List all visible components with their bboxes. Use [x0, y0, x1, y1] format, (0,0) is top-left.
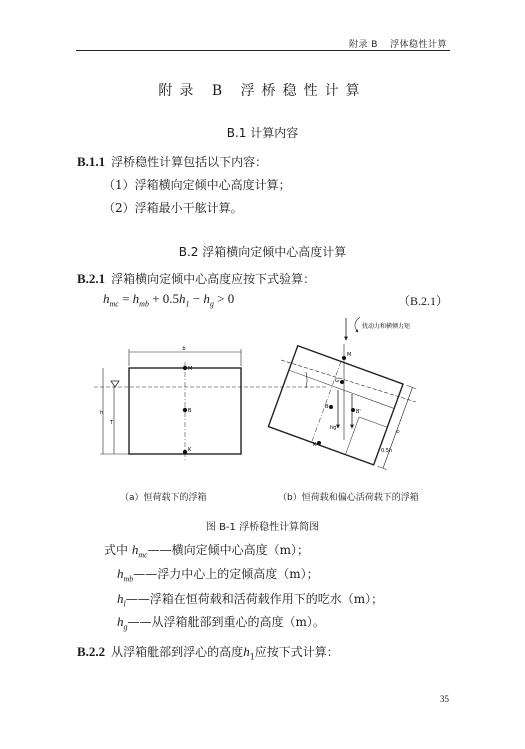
point-G-b — [340, 380, 344, 384]
definition-1: 式中 $h_{mc}——$横向定倾中心高度（m）； — [104, 542, 310, 560]
point-K-a — [183, 450, 187, 454]
clause-b21 — [77, 270, 315, 287]
svg-text:K: K — [313, 442, 317, 448]
definition-2: $h_{mb}——$浮力中心上的定倾高度（m）； — [117, 566, 319, 584]
point-K-b — [317, 441, 321, 445]
definition-4: $h_g——$从浮箱舭部到重心的高度（m）。 — [117, 614, 325, 632]
clause-number: B.1.1 — [77, 154, 106, 169]
clause-text: 浮箱横向定倾中心高度应按下式验算： — [111, 272, 316, 286]
svg-text:M: M — [188, 366, 193, 372]
clause-b11 — [77, 153, 267, 170]
svg-text:G: G — [335, 378, 339, 384]
svg-text:K: K — [188, 447, 192, 453]
svg-text:B': B' — [356, 409, 361, 415]
figure-title: 图 B-1 浮桥稳性计算简图 — [205, 522, 320, 533]
point-B-b — [329, 405, 333, 409]
equation-number: （B.2.1） — [397, 294, 448, 308]
clause-b22: B.2.2 从浮箱舭部到浮心的高度$h_1$应按下式计算： — [77, 644, 339, 662]
figure-b1-diagram — [76, 310, 456, 488]
svg-text:hg: hg — [330, 425, 337, 431]
pontoon-box-b — [268, 317, 417, 470]
svg-text:B: B — [188, 408, 192, 414]
svg-text:M: M — [347, 352, 352, 358]
header-rule — [76, 50, 450, 51]
section-heading-b2: B.2 浮箱横向定倾中心高度计算 — [178, 245, 347, 259]
point-M-a — [183, 366, 187, 370]
force-label: 扰动力和横倾力矩 — [362, 323, 411, 330]
definition-3: $h_l——$浮箱在恒荷载和活荷载作用下的吃水（m）； — [117, 591, 384, 609]
clause-number: B.2.1 — [77, 271, 106, 286]
caption-b: （b）恒荷载和偏心活荷载下的浮箱 — [278, 493, 419, 503]
dim-label-T: T — [110, 420, 114, 426]
dim-label-h: h — [100, 410, 104, 416]
waterline-icon — [111, 381, 119, 387]
dim-label-b: b — [182, 346, 186, 352]
running-head-tag: 附录 B — [348, 40, 378, 50]
running-head-title: 浮体稳性计算 — [389, 40, 447, 50]
formula-b21: $h_{mc} = h_{mb} + 0.5h_1 - h_g > 0$ — [103, 291, 235, 309]
point-Bp-b — [351, 408, 355, 412]
running-head — [349, 37, 447, 50]
section-heading-b1: B.1 计算内容 — [226, 126, 299, 140]
list-item-1: （1）浮箱横向定倾中心高度计算； — [103, 178, 291, 192]
point-B-a — [183, 408, 187, 412]
svg-text:h: h — [395, 429, 402, 435]
appendix-title: 附录 B 浮桥稳性计算 — [158, 83, 367, 99]
caption-a: （a）恒荷载下的浮箱 — [120, 493, 207, 503]
svg-text:B: B — [325, 404, 329, 410]
page-number: 35 — [440, 694, 449, 704]
point-M-b — [342, 356, 346, 360]
svg-text:0.5h: 0.5h — [381, 448, 393, 454]
list-item-2: （2）浮箱最小干舷计算。 — [103, 201, 243, 215]
clause-text: 浮桥稳性计算包括以下内容： — [111, 155, 268, 169]
clause-number: B.2.2 — [77, 644, 106, 659]
